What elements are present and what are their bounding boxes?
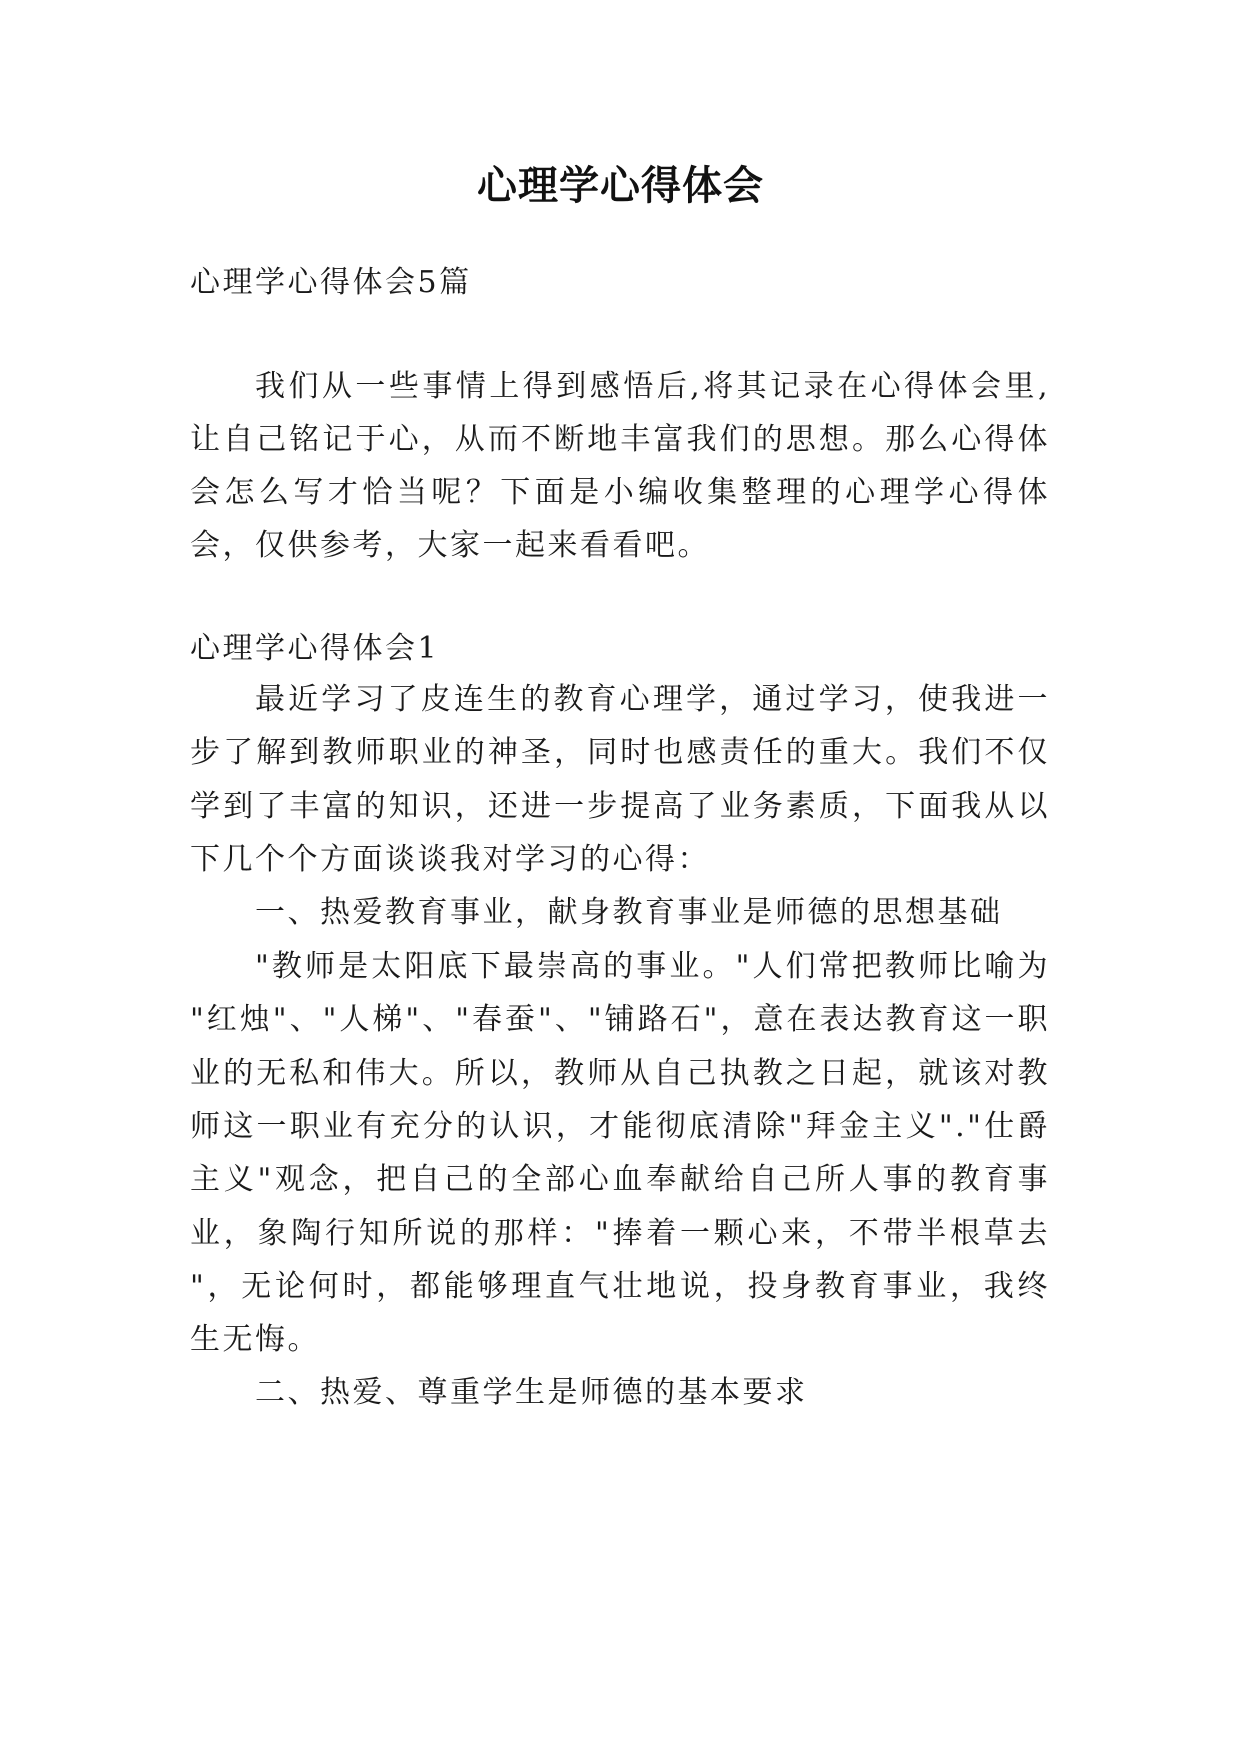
section1-para-line-2: 步了解到教师职业的神圣，同时也感责任的重大。我们不仅 xyxy=(190,735,1050,770)
point1-para-line-8: 生无悔。 xyxy=(190,1322,320,1357)
document-title: 心理学心得体会 xyxy=(477,163,764,209)
intro-line-3: 会怎么写才恰当呢？下面是小编收集整理的心理学心得体 xyxy=(190,475,1050,510)
point1-para-line-4: 师这一职业有充分的认识，才能彻底清除"拜金主义"."仕爵 xyxy=(190,1109,1050,1144)
document-subtitle: 心理学心得体会5篇 xyxy=(190,265,472,300)
point1-para-line-7: "，无论何时，都能够理直气壮地说，投身教育事业，我终 xyxy=(190,1269,1050,1304)
point1-para-line-3: 业的无私和伟大。所以，教师从自己执教之日起，就该对教 xyxy=(190,1056,1050,1091)
point1-para-line-6: 业，象陶行知所说的那样："捧着一颗心来，不带半根草去 xyxy=(190,1216,1050,1251)
point1-para-line-2: "红烛"、"人梯"、"春蚕"、"铺路石"，意在表达教育这一职 xyxy=(190,1002,1050,1037)
point2-heading: 二、热爱、尊重学生是师德的基本要求 xyxy=(255,1375,808,1410)
intro-line-2: 让自己铭记于心，从而不断地丰富我们的思想。那么心得体 xyxy=(190,422,1050,457)
point1-heading: 一、热爱教育事业，献身教育事业是师德的思想基础 xyxy=(255,895,1003,930)
section1-para-line-1: 最近学习了皮连生的教育心理学，通过学习，使我进一 xyxy=(255,682,1050,717)
point1-para-line-5: 主义"观念，把自己的全部心血奉献给自己所人事的教育事 xyxy=(190,1162,1050,1197)
section1-para-line-4: 下几个个方面谈谈我对学习的心得： xyxy=(190,842,710,877)
section1-para-line-3: 学到了丰富的知识，还进一步提高了业务素质，下面我从以 xyxy=(190,789,1050,824)
intro-line-4: 会，仅供参考，大家一起来看看吧。 xyxy=(190,528,710,563)
section1-heading: 心理学心得体会1 xyxy=(190,631,440,666)
point1-para-line-1: "教师是太阳底下最崇高的事业。"人们常把教师比喻为 xyxy=(255,949,1050,984)
intro-line-1: 我们从一些事情上得到感悟后,将其记录在心得体会里, xyxy=(255,369,1050,404)
